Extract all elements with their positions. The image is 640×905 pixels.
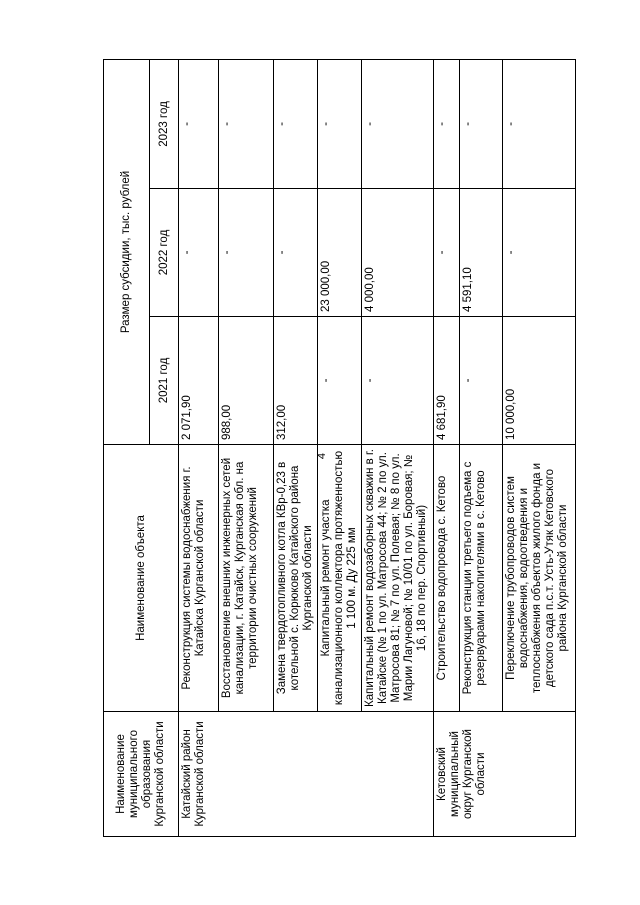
- value-2022: 4 000,00: [362, 189, 434, 317]
- object-cell: Реконструкция системы водоснабжения г. Катайска Курганской области: [179, 445, 219, 712]
- value-2023: -: [460, 59, 503, 188]
- value-2023: -: [179, 59, 219, 188]
- value-2022: -: [274, 189, 318, 317]
- value-2021: -: [362, 317, 434, 445]
- value-2021: 10 000,00: [503, 317, 576, 445]
- value-2022: 4 591,10: [460, 189, 503, 317]
- object-cell: Строительство водопровода с. Кетово: [434, 445, 460, 712]
- value-2023: -: [503, 59, 576, 188]
- value-2023: -: [219, 59, 274, 188]
- value-2022: 23 000,00: [318, 189, 362, 317]
- header-row-top: [104, 59, 150, 836]
- value-2022: -: [503, 189, 576, 317]
- value-2023: -: [434, 59, 460, 188]
- object-cell: Капитальный ремонт водозаборных скважин в г. Катайске (№ 1 по ул. Матросова 44; № 2 по ул. Матросова 81; № 7 по ул. Полевая; № 8 по ул. Марии Лагуновой; № 10/01 по ул. Боровая; № 16, 18 по пер. Спортивный): [362, 445, 434, 712]
- subsidy-table: [103, 59, 576, 837]
- value-2023: -: [318, 59, 362, 188]
- value-2022: -: [219, 189, 274, 317]
- page-number: 4: [316, 452, 328, 460]
- header-subsidy: Размер субсидии, тыс. рублей: [104, 59, 150, 444]
- value-2023: -: [362, 59, 434, 188]
- object-cell: Восстановление внешних инженерных сетей канализации, г. Катайск, Курганская обл. на территории очистных сооружений: [219, 445, 274, 712]
- value-2021: -: [318, 317, 362, 445]
- municipality-cell: Катайский район Курганской области: [179, 712, 434, 837]
- header-year-2022: 2022 год: [150, 189, 179, 317]
- header-year-2021: 2021 год: [150, 317, 179, 445]
- object-cell: Капитальный ремонт участка канализационного коллектора протяженностью 1 100 м. Ду 225 мм: [318, 445, 362, 712]
- object-cell: Реконструкция станции третьего подъема с резервуарами накопителями в с. Кетово: [460, 445, 503, 712]
- value-2021: 2 071,90: [179, 317, 219, 445]
- object-cell: Замена твердотопливного котла КВр-0,23 в котельной с. Корюково Катайского района Курганской области: [274, 445, 318, 712]
- value-2022: -: [179, 189, 219, 317]
- subsidy-table-rotated: [103, 60, 569, 837]
- value-2021: 988,00: [219, 317, 274, 445]
- value-2023: -: [274, 59, 318, 188]
- value-2021: 4 681,90: [434, 317, 460, 445]
- value-2021: 312,00: [274, 317, 318, 445]
- table-row: [434, 59, 460, 836]
- header-object: Наименование объекта: [104, 445, 179, 712]
- header-municipality: Наименование муниципального образования Курганской области: [104, 712, 179, 837]
- header-year-2023: 2023 год: [150, 59, 179, 188]
- value-2022: -: [434, 189, 460, 317]
- table-row: [179, 59, 219, 836]
- object-cell: Переключение трубопроводов систем водоснабжения, водоотведения и теплоснабжения объектов жилого фонда и детского сада п.с.т. Усть-Утяк Кетовского района Курганской области: [503, 445, 576, 712]
- municipality-cell: Кетовский муниципальный округ Курганской области: [434, 712, 576, 837]
- value-2021: -: [460, 317, 503, 445]
